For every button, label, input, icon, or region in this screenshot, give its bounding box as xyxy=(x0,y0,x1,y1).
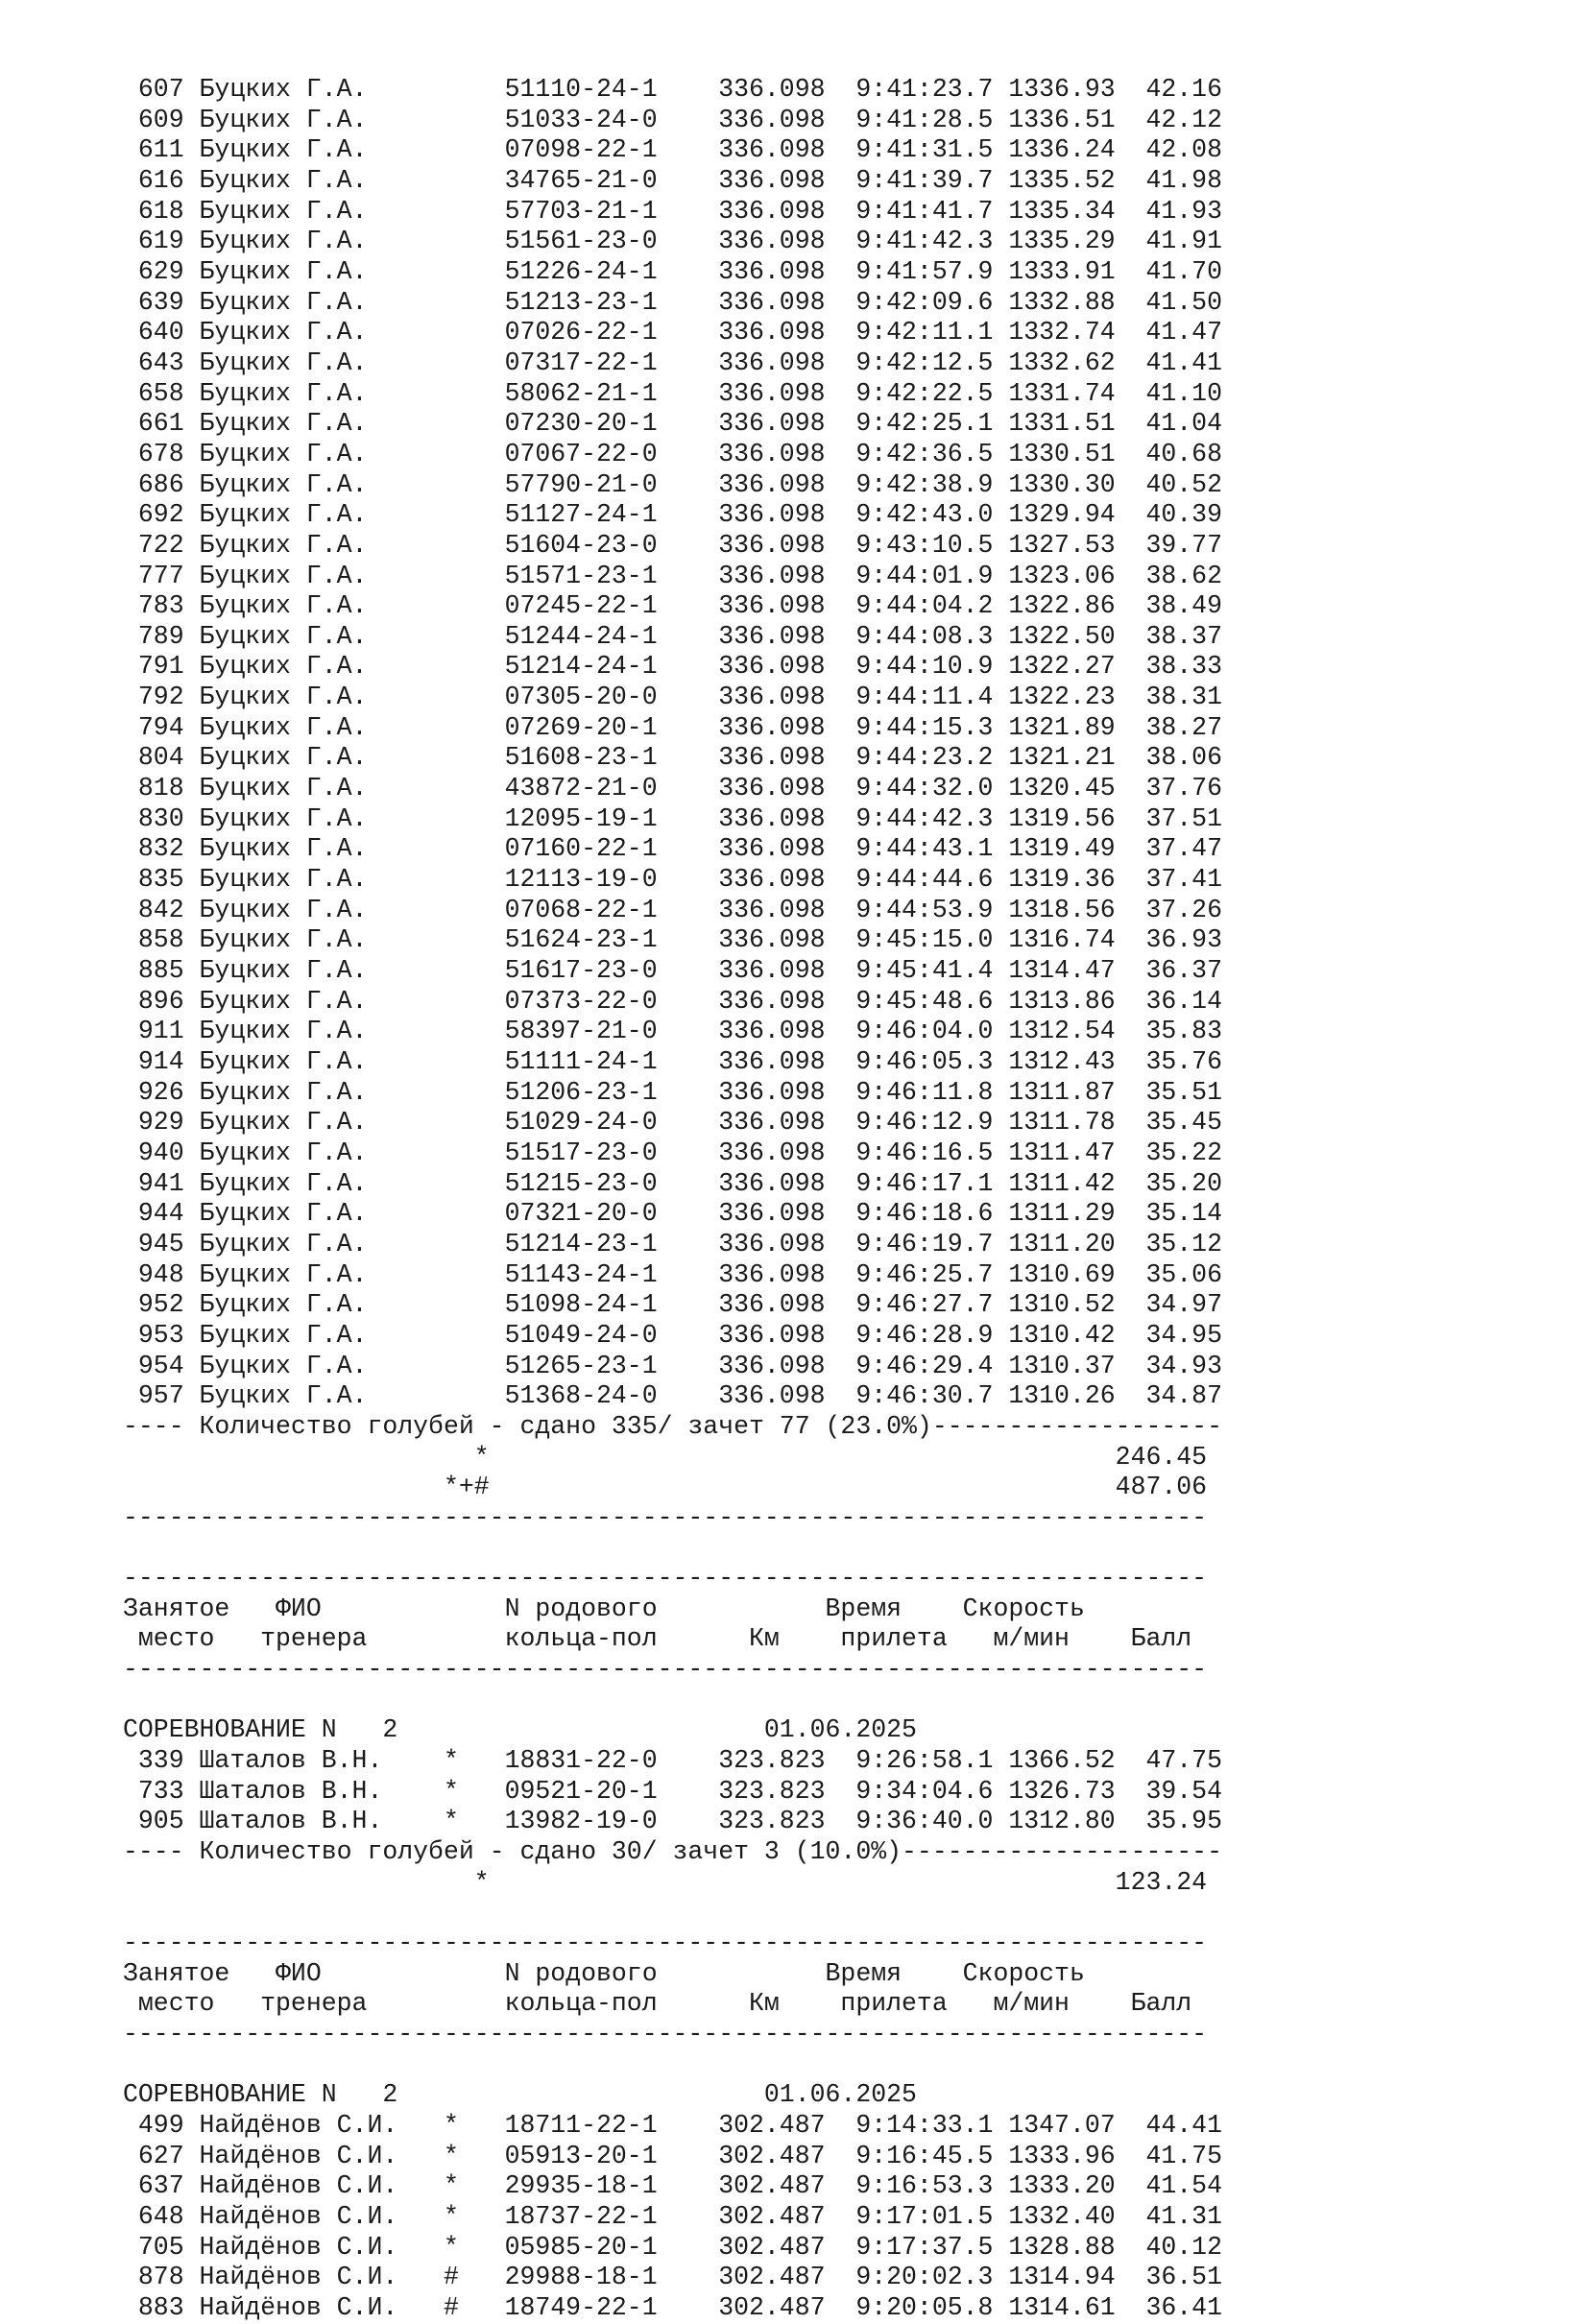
result-row: 926 Буцких Г.А. 51206-23-1 336.098 9:46:11.8 1311.87 35.51 xyxy=(123,1077,1222,1107)
rule-line: ----------------------------------------------------------------------- xyxy=(123,1502,1208,1532)
rule-line: ----------------------------------------------------------------------- xyxy=(123,1564,1208,1593)
result-row: 609 Буцких Г.А. 51033-24-0 336.098 9:41:28.5 1336.51 42.12 xyxy=(123,105,1222,134)
result-row: 792 Буцких Г.А. 07305-20-0 336.098 9:44:11.4 1322.23 38.31 xyxy=(123,683,1222,712)
result-row: 945 Буцких Г.А. 51214-23-1 336.098 9:46:19.7 1311.20 35.12 xyxy=(123,1229,1222,1258)
result-row: 686 Буцких Г.А. 57790-21-0 336.098 9:42:38.9 1330.30 40.52 xyxy=(123,469,1222,499)
result-row: 678 Буцких Г.А. 07067-22-0 336.098 9:42:36.5 1330.51 40.68 xyxy=(123,439,1222,468)
result-row: 896 Буцких Г.А. 07373-22-0 336.098 9:45:48.6 1313.86 36.14 xyxy=(123,986,1222,1016)
result-row: 658 Буцких Г.А. 58062-21-1 336.098 9:42:22.5 1331.74 41.10 xyxy=(123,378,1222,408)
blank-line xyxy=(123,1686,1222,1716)
result-row: 629 Буцких Г.А. 51226-24-1 336.098 9:41:57.9 1333.91 41.70 xyxy=(123,256,1222,286)
blank-line xyxy=(123,2050,1222,2081)
result-row: 643 Буцких Г.А. 07317-22-1 336.098 9:42:12.5 1332.62 41.41 xyxy=(123,347,1222,377)
column-header-line-1: Занятое ФИО N родового Время Скорость xyxy=(123,1593,1085,1623)
result-row: 705 Найдёнов С.И. * 05985-20-1 302.487 9:17:37.5 1328.88 40.12 xyxy=(123,2232,1222,2262)
result-row: 791 Буцких Г.А. 51214-24-1 336.098 9:44:10.9 1322.27 38.33 xyxy=(123,652,1222,682)
result-row: 835 Буцких Г.А. 12113-19-0 336.098 9:44:44.6 1319.36 37.41 xyxy=(123,865,1222,895)
results-sheet xyxy=(123,75,1222,2324)
result-row: 789 Буцких Г.А. 51244-24-1 336.098 9:44:08.3 1322.50 38.37 xyxy=(123,621,1222,651)
result-row: 627 Найдёнов С.И. * 05913-20-1 302.487 9:16:45.5 1333.96 41.75 xyxy=(123,2141,1222,2170)
result-row: 692 Буцких Г.А. 51127-24-1 336.098 9:42:43.0 1329.94 40.39 xyxy=(123,500,1222,530)
column-header-line-1: Занятое ФИО N родового Время Скорость xyxy=(123,1958,1085,1988)
result-row: 948 Буцких Г.А. 51143-24-1 336.098 9:46:25.7 1310.69 35.06 xyxy=(123,1259,1222,1289)
result-row: 640 Буцких Г.А. 07026-22-1 336.098 9:42:11.1 1332.74 41.47 xyxy=(123,318,1222,347)
result-row: 639 Буцких Г.А. 51213-23-1 336.098 9:42:09.6 1332.88 41.50 xyxy=(123,287,1222,317)
result-row: 941 Буцких Г.А. 51215-23-0 336.098 9:46:17.1 1311.42 35.20 xyxy=(123,1168,1222,1198)
result-row: 733 Шаталов В.Н. * 09521-20-1 323.823 9:34:04.6 1326.73 39.54 xyxy=(123,1776,1222,1806)
result-row: 607 Буцких Г.А. 51110-24-1 336.098 9:41:23.7 1336.93 42.16 xyxy=(123,75,1222,104)
result-row: 794 Буцких Г.А. 07269-20-1 336.098 9:44:15.3 1321.89 38.27 xyxy=(123,712,1222,742)
result-row: 777 Буцких Г.А. 51571-23-1 336.098 9:44:01.9 1323.06 38.62 xyxy=(123,561,1222,590)
rule-line: ----------------------------------------------------------------------- xyxy=(123,2020,1208,2048)
result-row: 722 Буцких Г.А. 51604-23-0 336.098 9:43:10.5 1327.53 39.77 xyxy=(123,530,1222,560)
grand-total-line: *+# 487.06 xyxy=(123,1473,1208,1502)
result-row: 783 Буцких Г.А. 07245-22-1 336.098 9:44:04.2 1322.86 38.49 xyxy=(123,591,1222,621)
result-row: 944 Буцких Г.А. 07321-20-0 336.098 9:46:18.6 1311.29 35.14 xyxy=(123,1199,1222,1229)
blank-line xyxy=(123,1898,1222,1929)
result-row: 842 Буцких Г.А. 07068-22-1 336.098 9:44:53.9 1318.56 37.26 xyxy=(123,895,1222,924)
result-row: 952 Буцких Г.А. 51098-24-1 336.098 9:46:27.7 1310.52 34.97 xyxy=(123,1290,1222,1320)
result-row: 914 Буцких Г.А. 51111-24-1 336.098 9:46:05.3 1312.43 35.76 xyxy=(123,1047,1222,1076)
summary-line: ---- Количество голубей - сдано 335/ зачет 77 (23.0%)------------------- xyxy=(123,1411,1222,1441)
result-row: 618 Буцких Г.А. 57703-21-1 336.098 9:41:41.7 1335.34 41.93 xyxy=(123,196,1222,226)
result-row: 911 Буцких Г.А. 58397-21-0 336.098 9:46:04.0 1312.54 35.83 xyxy=(123,1017,1222,1046)
result-row: 804 Буцких Г.А. 51608-23-1 336.098 9:44:23.2 1321.21 38.06 xyxy=(123,743,1222,773)
result-row: 661 Буцких Г.А. 07230-20-1 336.098 9:42:25.1 1331.51 41.04 xyxy=(123,409,1222,439)
result-row: 905 Шаталов В.Н. * 13982-19-0 323.823 9:36:40.0 1312.80 35.95 xyxy=(123,1807,1222,1836)
result-row: 637 Найдёнов С.И. * 29935-18-1 302.487 9:16:53.3 1333.20 41.54 xyxy=(123,2171,1222,2201)
result-row: 940 Буцких Г.А. 51517-23-0 336.098 9:46:16.5 1311.47 35.22 xyxy=(123,1138,1222,1167)
competition-title: СОРЕВНОВАНИЕ N 2 01.06.2025 xyxy=(123,1715,917,1745)
rule-line: ----------------------------------------------------------------------- xyxy=(123,1655,1208,1685)
total-score-line: * 123.24 xyxy=(123,1867,1208,1897)
result-row: 611 Буцких Г.А. 07098-22-1 336.098 9:41:31.5 1336.24 42.08 xyxy=(123,135,1222,165)
result-row: 957 Буцких Г.А. 51368-24-0 336.098 9:46:30.7 1310.26 34.87 xyxy=(123,1381,1222,1411)
summary-line: ---- Количество голубей - сдано 30/ зачет 3 (10.0%)--------------------- xyxy=(123,1837,1222,1867)
blank-line xyxy=(123,1534,1222,1565)
total-score-line: * 246.45 xyxy=(123,1442,1208,1472)
result-row: 883 Найдёнов С.И. # 18749-22-1 302.487 9:20:05.8 1314.61 36.41 xyxy=(123,2292,1222,2322)
result-row: 953 Буцких Г.А. 51049-24-0 336.098 9:46:28.9 1310.42 34.95 xyxy=(123,1320,1222,1350)
result-row: 954 Буцких Г.А. 51265-23-1 336.098 9:46:29.4 1310.37 34.93 xyxy=(123,1351,1222,1380)
result-row: 616 Буцких Г.А. 34765-21-0 336.098 9:41:39.7 1335.52 41.98 xyxy=(123,165,1222,195)
result-row: 499 Найдёнов С.И. * 18711-22-1 302.487 9:14:33.1 1347.07 44.41 xyxy=(123,2110,1222,2140)
result-row: 878 Найдёнов С.И. # 29988-18-1 302.487 9:20:02.3 1314.94 36.51 xyxy=(123,2263,1222,2292)
result-row: 885 Буцких Г.А. 51617-23-0 336.098 9:45:41.4 1314.47 36.37 xyxy=(123,956,1222,986)
result-row: 648 Найдёнов С.И. * 18737-22-1 302.487 9:17:01.5 1332.40 41.31 xyxy=(123,2201,1222,2231)
column-header-line-2: место тренера кольца-пол Км прилета м/мин Балл xyxy=(123,1624,1192,1654)
result-row: 619 Буцких Г.А. 51561-23-0 336.098 9:41:42.3 1335.29 41.91 xyxy=(123,227,1222,256)
result-row: 818 Буцких Г.А. 43872-21-0 336.098 9:44:32.0 1320.45 37.76 xyxy=(123,774,1222,803)
result-row: 339 Шаталов В.Н. * 18831-22-0 323.823 9:26:58.1 1366.52 47.75 xyxy=(123,1746,1222,1776)
result-row: 832 Буцких Г.А. 07160-22-1 336.098 9:44:43.1 1319.49 37.47 xyxy=(123,834,1222,864)
result-row: 830 Буцких Г.А. 12095-19-1 336.098 9:44:42.3 1319.56 37.51 xyxy=(123,803,1222,833)
rule-line: ----------------------------------------------------------------------- xyxy=(123,1929,1208,1958)
column-header-line-2: место тренера кольца-пол Км прилета м/мин Балл xyxy=(123,1989,1192,2019)
result-row: 929 Буцких Г.А. 51029-24-0 336.098 9:46:12.9 1311.78 35.45 xyxy=(123,1108,1222,1138)
result-row: 858 Буцких Г.А. 51624-23-1 336.098 9:45:15.0 1316.74 36.93 xyxy=(123,925,1222,955)
competition-title: СОРЕВНОВАНИЕ N 2 01.06.2025 xyxy=(123,2080,917,2110)
